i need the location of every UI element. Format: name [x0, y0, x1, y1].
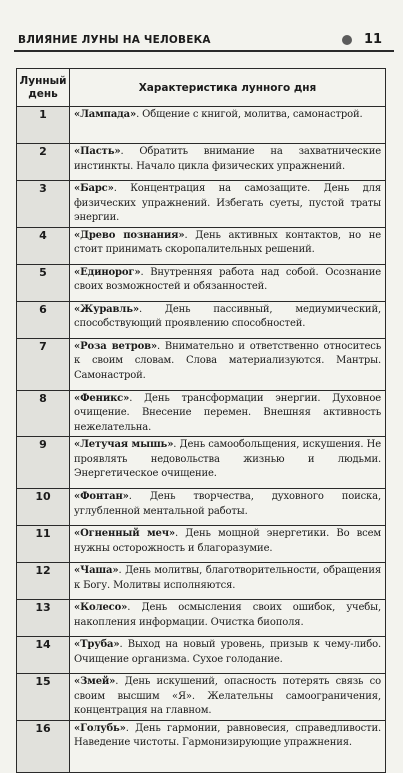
- lunar-day-description: [70, 526, 386, 563]
- lunar-day-text: . День активных контактов, но не стоит принимать скоропалительных решений.: [74, 229, 381, 255]
- table-row: [17, 181, 386, 228]
- lunar-day-name: «Пасть»: [74, 146, 121, 157]
- lunar-day-name: «Фонтан»: [74, 491, 129, 502]
- lunar-day-text: . День молитвы, благотворительности, обращения к Богу. Молитвы исполняются.: [74, 565, 381, 591]
- lunar-day-name: «Огненный меч»: [74, 528, 176, 539]
- running-title: ВЛИЯНИЕ ЛУНЫ НА ЧЕЛОВЕКА: [18, 34, 211, 46]
- lunar-day-description: [70, 563, 386, 600]
- column-header-day: Лунный день: [17, 69, 70, 107]
- lunar-day-description: [70, 489, 386, 526]
- table-row: [17, 264, 386, 301]
- lunar-day-name: «Древо познания»: [74, 229, 185, 241]
- table-row: [17, 637, 386, 674]
- lunar-day-name: «Барс»: [74, 183, 114, 194]
- table-row: [17, 437, 386, 489]
- table-row: [17, 227, 386, 264]
- lunar-day-text: . Концентрация на самозащите. День для физических упражнений. Избегать суеты, пустой траты энергии.: [74, 183, 381, 223]
- lunar-day-number: 6: [17, 301, 70, 338]
- lunar-day-text: . День творчества, духовного поиска, углубленной ментальной работы.: [74, 491, 381, 517]
- table-row: [17, 144, 386, 181]
- lunar-day-name: «Летучая мышь»: [74, 439, 174, 450]
- lunar-day-text: . День гармонии, равновесия, справедливости. Наведение чистоты. Гармонизирующие упражнения.: [74, 722, 381, 748]
- lunar-day-name: «Труба»: [74, 639, 120, 650]
- lunar-day-description: [70, 637, 386, 674]
- lunar-day-description: [70, 674, 386, 721]
- lunar-days-table: [16, 68, 386, 773]
- lunar-day-number: 2: [17, 144, 70, 181]
- table-row: [17, 600, 386, 637]
- lunar-day-text: . День самообольщения, искушения. Не проявлять недовольства жизнью и людьми. Энергетическое очищение.: [74, 439, 381, 479]
- lunar-day-number: 14: [17, 637, 70, 674]
- lunar-day-number: 9: [17, 437, 70, 489]
- lunar-day-description: [70, 181, 386, 228]
- table-row: [17, 563, 386, 600]
- bullet-dot-icon: [342, 35, 352, 45]
- lunar-day-description: [70, 600, 386, 637]
- lunar-day-name: «Роза ветров»: [74, 340, 158, 352]
- table-row: [17, 674, 386, 721]
- lunar-day-name: «Голубь»: [74, 722, 126, 734]
- lunar-day-name: «Феникс»: [74, 392, 130, 404]
- lunar-day-name: «Журавль»: [74, 303, 139, 315]
- table-row: [17, 301, 386, 338]
- lunar-day-description: [70, 144, 386, 181]
- lunar-day-number: 13: [17, 600, 70, 637]
- lunar-day-number: 16: [17, 720, 70, 772]
- lunar-day-number: 7: [17, 338, 70, 390]
- table-row: [17, 338, 386, 390]
- lunar-day-text: . Обратить внимание на захватнические инстинкты. Начало цикла физических упражнений.: [74, 146, 381, 172]
- lunar-day-number: 1: [17, 107, 70, 144]
- lunar-day-number: 11: [17, 526, 70, 563]
- lunar-day-description: [70, 107, 386, 144]
- lunar-day-name: «Змей»: [74, 676, 116, 687]
- lunar-day-text: . День трансформации энергии. Духовное очищение. Внесение перемен. Внешняя активность нежелательна.: [74, 392, 381, 433]
- lunar-day-number: 10: [17, 489, 70, 526]
- lunar-day-number: 3: [17, 181, 70, 228]
- lunar-day-number: 5: [17, 264, 70, 301]
- lunar-day-text: . День искушений, опасность потерять связь со своим высшим «Я». Желательны самоограничения, концентрация на главном.: [74, 676, 381, 716]
- lunar-day-name: «Колесо»: [74, 602, 128, 613]
- lunar-day-name: «Единорог»: [74, 266, 141, 278]
- lunar-day-name: «Лампада»: [74, 109, 137, 120]
- lunar-day-text: . Внимательно и ответственно относитесь к своим словам. Слова материализуются. Мантры. Самонастрой.: [74, 340, 381, 381]
- lunar-day-text: . День осмысления своих ошибок, учебы, накопления информации. Очистка биополя.: [74, 602, 381, 628]
- lunar-day-text: . День пассивный, медиумический, способствующий проявлению способностей.: [74, 303, 381, 329]
- table-header-row: [17, 69, 386, 107]
- lunar-day-description: [70, 301, 386, 338]
- lunar-day-number: 4: [17, 227, 70, 264]
- lunar-day-text: . Общение с книгой, молитва, самонастрой.: [136, 109, 363, 120]
- lunar-day-description: [70, 720, 386, 772]
- table-row: [17, 720, 386, 772]
- header-rule: [14, 50, 394, 52]
- column-header-description: Характеристика лунного дня: [70, 69, 386, 107]
- lunar-day-description: [70, 437, 386, 489]
- lunar-day-text: . Выход на новый уровень, призыв к чему-либо. Очищение организма. Сухое голодание.: [74, 639, 381, 665]
- lunar-day-name: «Чаша»: [74, 565, 119, 576]
- table-row: [17, 526, 386, 563]
- lunar-day-description: [70, 338, 386, 390]
- lunar-day-text: . День мощной энергетики. Во всем нужны осторожность и благоразумие.: [74, 528, 381, 554]
- lunar-day-text: . Внутренняя работа над собой. Осознание своих возможностей и обязанностей.: [74, 266, 381, 292]
- lunar-day-number: 8: [17, 390, 70, 437]
- table-row: [17, 489, 386, 526]
- lunar-day-number: 12: [17, 563, 70, 600]
- table-row: [17, 107, 386, 144]
- lunar-day-description: [70, 390, 386, 437]
- lunar-day-description: [70, 227, 386, 264]
- page-header: [14, 24, 394, 52]
- page-number: 11: [364, 32, 383, 47]
- lunar-day-number: 15: [17, 674, 70, 721]
- lunar-day-description: [70, 264, 386, 301]
- table-row: [17, 390, 386, 437]
